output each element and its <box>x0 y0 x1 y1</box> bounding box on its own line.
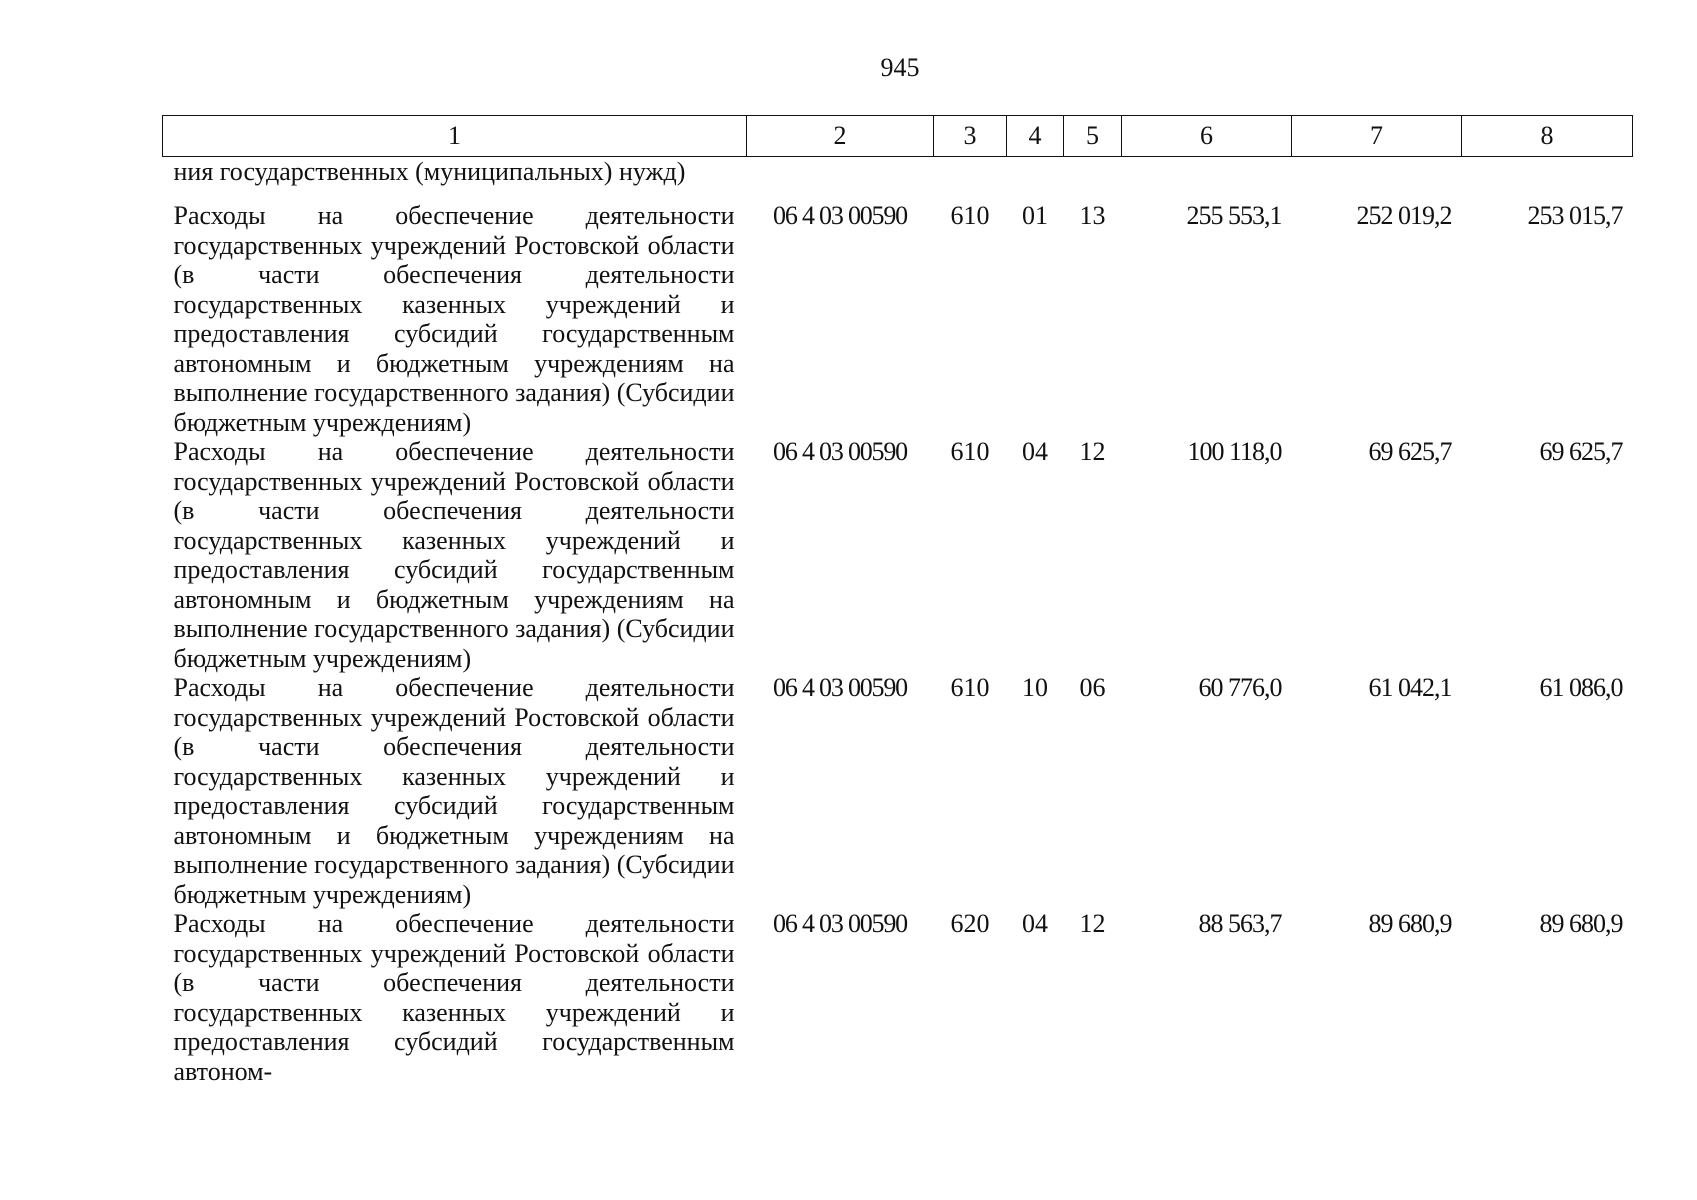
row-vr-code: 610 <box>950 673 990 702</box>
table-row <box>163 437 1633 673</box>
row-section-code: 10 <box>1022 673 1048 702</box>
row-amount-col8: 89 680,9 <box>1539 909 1623 938</box>
row-vr-code: 610 <box>950 201 990 230</box>
header-cell-2: 2 <box>747 116 934 157</box>
header-cell-5: 5 <box>1064 116 1122 157</box>
header-cell-4: 4 <box>1007 116 1064 157</box>
row-description: Расходы на обеспечение деятельности государственных учреждений Ростовской области (в части обеспечения деятельности государственных казенных учреждений и предоставления субсидий государственным автономным и бюджетным учреждениям на выполнение государственного задания) (Субсидии бюджетным учреждениям) <box>173 673 735 909</box>
row-vr-code: 620 <box>950 909 990 938</box>
header-cell-1: 1 <box>163 116 747 157</box>
row-csr-code: 06 4 03 00590 <box>773 673 907 702</box>
row-amount-col6: 88 563,7 <box>1198 909 1282 938</box>
header-cell-6: 6 <box>1122 116 1292 157</box>
row-amount-col7: 61 042,1 <box>1368 673 1452 702</box>
row-description: Расходы на обеспечение деятельности государственных учреждений Ростовской области (в части обеспечения деятельности государственных казенных учреждений и предоставления субсидий государственным автономным и бюджетным учреждениям на выполнение государственного задания) (Субсидии бюджетным учреждениям) <box>173 437 735 673</box>
header-cell-3: 3 <box>934 116 1007 157</box>
row-amount-col8: 61 086,0 <box>1539 673 1623 702</box>
row-amount-col7: 252 019,2 <box>1356 201 1452 230</box>
table-row <box>163 909 1633 1086</box>
row-csr-code: 06 4 03 00590 <box>773 909 907 938</box>
row-amount-col6: 60 776,0 <box>1198 673 1282 702</box>
table-row <box>163 201 1633 437</box>
row-subsection-code: 12 <box>1079 909 1106 938</box>
header-row <box>163 116 1633 157</box>
row-amount-col6: 100 118,0 <box>1187 437 1282 466</box>
row-subsection-code: 06 <box>1079 673 1106 702</box>
table-row <box>163 673 1633 909</box>
row-subsection-code: 13 <box>1079 201 1106 230</box>
budget-table <box>162 115 1633 1086</box>
row-amount-col7: 89 680,9 <box>1368 909 1452 938</box>
row-amount-col8: 253 015,7 <box>1527 201 1623 230</box>
row-amount-col8: 69 625,7 <box>1539 437 1623 466</box>
continuation-text: ния государственных (муниципальных) нужд) <box>173 157 686 186</box>
row-amount-col6: 255 553,1 <box>1186 201 1282 230</box>
row-section-code: 01 <box>1022 201 1048 230</box>
row-description: Расходы на обеспечение деятельности государственных учреждений Ростовской области (в части обеспечения деятельности государственных казенных учреждений и предоставления субсидий государственным автоном- <box>173 909 735 1086</box>
header-cell-7: 7 <box>1292 116 1462 157</box>
row-csr-code: 06 4 03 00590 <box>773 201 907 230</box>
row-section-code: 04 <box>1022 437 1048 466</box>
header-cell-8: 8 <box>1462 116 1633 157</box>
row-subsection-code: 12 <box>1079 437 1106 466</box>
continuation-row <box>163 157 1633 202</box>
row-section-code: 04 <box>1022 909 1048 938</box>
row-description: Расходы на обеспечение деятельности государственных учреждений Ростовской области (в части обеспечения деятельности государственных казенных учреждений и предоставления субсидий государственным автономным и бюджетным учреждениям на выполнение государственного задания) (Субсидии бюджетным учреждениям) <box>173 201 735 437</box>
row-vr-code: 610 <box>950 437 990 466</box>
row-amount-col7: 69 625,7 <box>1368 437 1452 466</box>
page-number: 945 <box>880 53 920 82</box>
row-csr-code: 06 4 03 00590 <box>773 437 907 466</box>
